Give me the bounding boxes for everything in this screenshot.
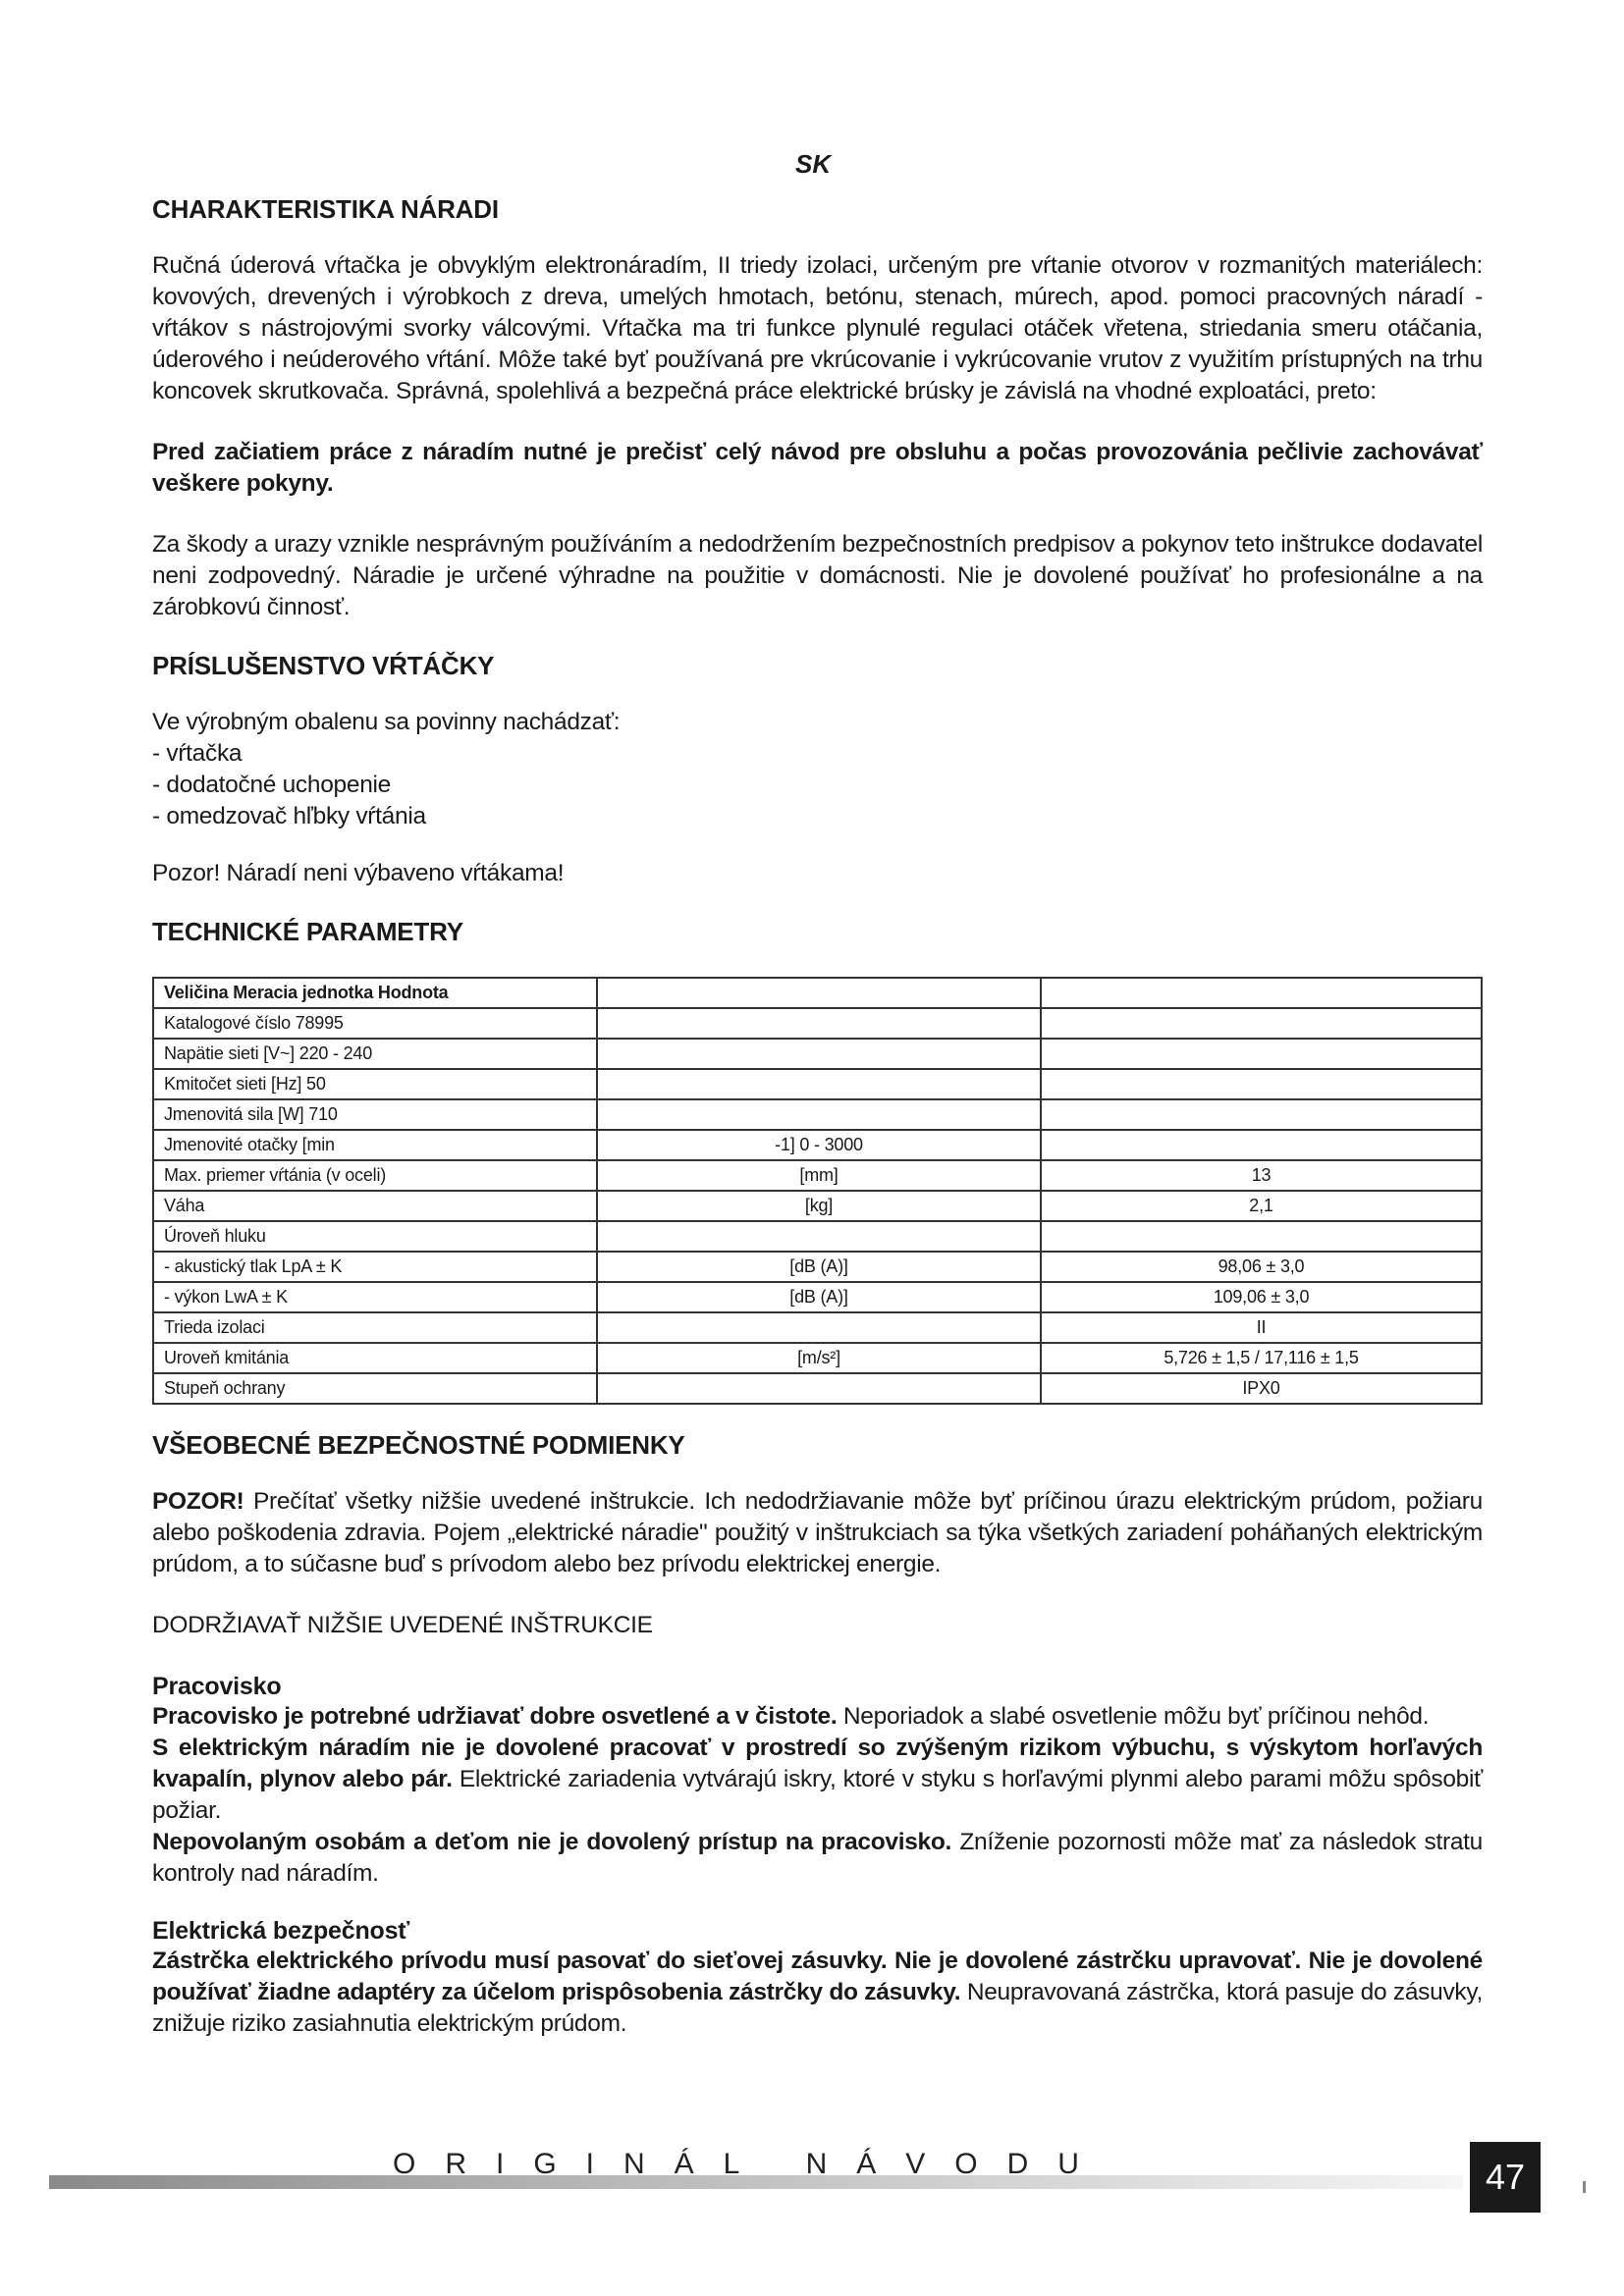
workplace-text-3: Zníženie pozornosti môže mať za následok stratu kontroly nad náradím. bbox=[152, 1829, 1483, 1887]
table-row bbox=[153, 1252, 1482, 1282]
paragraph-electrical bbox=[152, 1946, 1483, 2040]
table-row bbox=[153, 1039, 1482, 1069]
table-row bbox=[153, 1008, 1482, 1039]
workplace-text-2: Elektrické zariadenia vytvárajú iskry, ktoré v styku s horľavými plynmi alebo parami môžu spôsobiť požiar. bbox=[152, 1766, 1483, 1824]
table-cell: 5,726 ± 1,5 / 17,116 ± 1,5 bbox=[1041, 1343, 1482, 1373]
table-cell: [dB (A)] bbox=[597, 1282, 1041, 1312]
list-item: - omedzovač hľbky vŕtánia bbox=[152, 803, 426, 829]
table-cell bbox=[597, 1039, 1041, 1069]
table-cell: Kmitočet sieti [Hz] 50 bbox=[153, 1069, 597, 1099]
table-row bbox=[153, 1343, 1482, 1373]
table-cell bbox=[1041, 1069, 1482, 1099]
electrical-text-1: Neupravovaná zástrčka, ktorá pasuje do zásuvky, znižuje riziko zasiahnutia elektrickým prúdom. bbox=[152, 1979, 1483, 2037]
table-row bbox=[153, 1312, 1482, 1343]
table-cell: [kg] bbox=[597, 1191, 1041, 1221]
paragraph-workplace bbox=[152, 1701, 1483, 1890]
section-title-characteristics: CHARAKTERISTIKA NÁRADI bbox=[152, 194, 499, 224]
pozor-label: POZOR! bbox=[152, 1488, 244, 1515]
table-cell: Uroveň kmitánia bbox=[153, 1343, 597, 1373]
table-row bbox=[153, 1099, 1482, 1130]
table-row bbox=[153, 1373, 1482, 1404]
table-row bbox=[153, 1282, 1482, 1312]
table-cell: - výkon LwA ± K bbox=[153, 1282, 597, 1312]
section-title-technical: TECHNICKÉ PARAMETRY bbox=[152, 917, 463, 946]
table-row bbox=[153, 1160, 1482, 1191]
table-cell: Jmenovitá sila [W] 710 bbox=[153, 1099, 597, 1130]
table-cell: -1] 0 - 3000 bbox=[597, 1130, 1041, 1160]
electrical-bold-1: Zástrčka elektrického prívodu musí pasovať do sieťovej zásuvky. Nie je dovolené zástrčku upravovať. Nie je dovolené používať žiadne adaptéry za účelom prispôsobenia zástrčky do zásuvky. bbox=[152, 1948, 1483, 2005]
accessories-list bbox=[152, 738, 1483, 832]
table-cell: 98,06 ± 3,0 bbox=[1041, 1252, 1482, 1282]
table-cell bbox=[1041, 1008, 1482, 1039]
instructions-subtitle: DODRŽIAVAŤ NIŽŠIE UVEDENÉ INŠTRUKCIE bbox=[152, 1612, 653, 1638]
table-row bbox=[153, 1221, 1482, 1252]
workplace-bold-2: S elektrickým náradím nie je dovolené pracovať v prostredí so zvýšeným rizikom výbuchu, s výskytom horľavých kvapalín, plynov alebo pár. bbox=[152, 1735, 1483, 1792]
table-row bbox=[153, 1069, 1482, 1099]
section-title-accessories: PRÍSLUŠENSTVO VŔTÁČKY bbox=[152, 651, 495, 680]
table-cell: Napätie sieti [V~] 220 - 240 bbox=[153, 1039, 597, 1069]
table-cell: [mm] bbox=[597, 1160, 1041, 1191]
workplace-text-1: Neporiadok a slabé osvetlenie môžu byť príčinou nehôd. bbox=[837, 1703, 1430, 1730]
table-row bbox=[153, 1130, 1482, 1160]
table-cell bbox=[597, 1221, 1041, 1252]
paragraph-pozor bbox=[152, 1486, 1483, 1580]
page-number: 47 bbox=[1470, 2142, 1541, 2213]
table-cell: [dB (A)] bbox=[597, 1252, 1041, 1282]
table-cell: II bbox=[1041, 1312, 1482, 1343]
paragraph-warning-read: Pred začiatiem práce z náradím nutné je prečisť celý návod pre obsluhu a počas provozovánia pečlivie zachovávať veškere pokyny. bbox=[152, 439, 1483, 497]
language-code: SK bbox=[795, 149, 832, 179]
accessories-note: Pozor! Náradí neni výbaveno vŕtákama! bbox=[152, 860, 565, 886]
paragraph-liability: Za škody a urazy vznikle nesprávným používáním a nedodržením bezpečnostních predpisov a pokynov teto inštrukce dodavatel neni zodpovedný. Náradie je určené výhradne na použitie v domácnosti. Nie je dovolené používať ho profesionálne a na zárobkovú činnosť. bbox=[152, 531, 1483, 620]
accessories-intro: Ve výrobným obalenu sa povinny nachádzať: bbox=[152, 709, 621, 735]
table-cell bbox=[597, 1312, 1041, 1343]
table-row bbox=[153, 1191, 1482, 1221]
workplace-bold-1: Pracovisko je potrebné udržiavať dobre osvetlené a v čistote. bbox=[152, 1703, 838, 1730]
table-cell bbox=[1041, 1099, 1482, 1130]
table-cell bbox=[597, 978, 1041, 1008]
paragraph-description: Ručná úderová vŕtačka je obvyklým elektronáradím, II triedy izolaci, určeným pre vŕtanie otvorov v rozmanitých materiálech: kovových, drevených i výrobkoch z dreva, umelých hmotach, betónu, stenach, múrech, apod. pomoci pracovných náradí - vŕtákov s nástrojovými svorky válcovými. Vŕtačka ma tri funkce plynulé regulaci otáček vřetena, striedania smeru otáčania, úderového i neúderového vŕtání. Môže také byť používaná pre vkrúcovanie i vykrúcovanie vrutov z využitím prístupných na trhu koncovek skrutkovača. Správná, spolehlivá a bezpečná práce elektrické brúsky je závislá na vhodné exploatáci, preto: bbox=[152, 252, 1483, 404]
table-cell: Jmenovité otačky [min bbox=[153, 1130, 597, 1160]
table-cell: Stupeň ochrany bbox=[153, 1373, 597, 1404]
list-item: - vŕtačka bbox=[152, 740, 243, 767]
subsection-title-electrical: Elektrická bezpečnosť bbox=[152, 1917, 410, 1945]
table-cell: 13 bbox=[1041, 1160, 1482, 1191]
table-cell: Úroveň hluku bbox=[153, 1221, 597, 1252]
table-cell bbox=[1041, 1130, 1482, 1160]
table-cell: Veličina Meracia jednotka Hodnota bbox=[153, 978, 597, 1008]
table-row bbox=[153, 978, 1482, 1008]
table-cell: Trieda izolaci bbox=[153, 1312, 597, 1343]
table-cell: [m/s²] bbox=[597, 1343, 1041, 1373]
table-cell bbox=[1041, 1039, 1482, 1069]
table-cell bbox=[597, 1099, 1041, 1130]
table-cell: Váha bbox=[153, 1191, 597, 1221]
workplace-bold-3: Nepovolaným osobám a deťom nie je dovolený prístup na pracovisko. bbox=[152, 1829, 952, 1855]
table-cell bbox=[1041, 1221, 1482, 1252]
table-cell: 109,06 ± 3,0 bbox=[1041, 1282, 1482, 1312]
table-cell: Katalogové číslo 78995 bbox=[153, 1008, 597, 1039]
section-title-safety: VŠEOBECNÉ BEZPEČNOSTNÉ PODMIENKY bbox=[152, 1430, 685, 1460]
table-cell bbox=[597, 1373, 1041, 1404]
pozor-text: Prečítať všetky nižšie uvedené inštrukcie. Ich nedodržiavanie môže byť príčinou úrazu elektrickým prúdom, požiaru alebo poškodenia zdravia. Pojem „elektrické náradie" použitý v inštrukciach sa týka všetkých zariadení poháňaných elektrickým prúdom, a to súčasne buď s prívodom alebo bez prívodu elektrickej energie. bbox=[152, 1488, 1483, 1577]
list-item: - dodatočné uchopenie bbox=[152, 772, 391, 798]
page-tick-mark bbox=[1583, 2181, 1586, 2193]
page-content bbox=[152, 147, 1483, 2040]
table-cell bbox=[597, 1008, 1041, 1039]
subsection-title-workplace: Pracovisko bbox=[152, 1673, 282, 1700]
table-cell: 2,1 bbox=[1041, 1191, 1482, 1221]
footer-title: ORIGINÁL NÁVODU bbox=[393, 2148, 1109, 2180]
table-cell: IPX0 bbox=[1041, 1373, 1482, 1404]
table-cell bbox=[1041, 978, 1482, 1008]
table-cell bbox=[597, 1069, 1041, 1099]
table-cell: Max. priemer vŕtánia (v oceli) bbox=[153, 1160, 597, 1191]
table-cell: - akustický tlak LpA ± K bbox=[153, 1252, 597, 1282]
technical-parameters-table bbox=[152, 977, 1483, 1405]
